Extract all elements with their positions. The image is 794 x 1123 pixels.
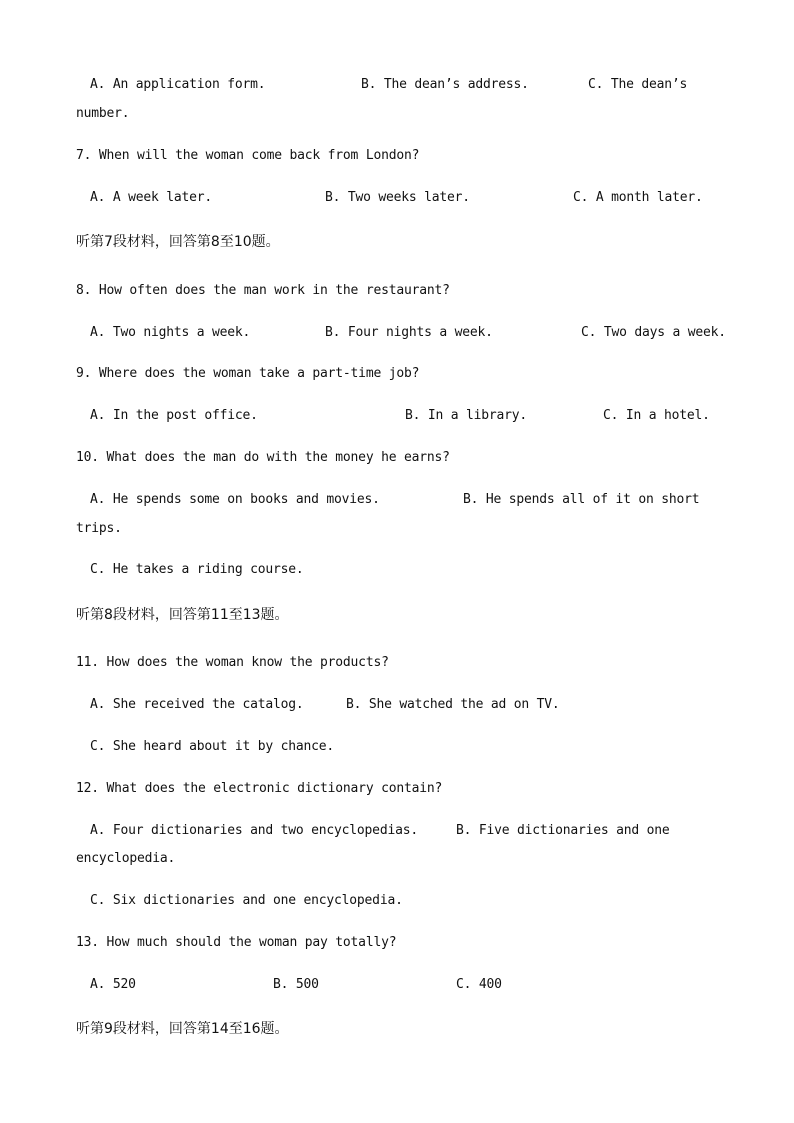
q12-option-c: C. Six dictionaries and one encyclopedia. bbox=[90, 893, 403, 908]
q7-question: 7. When will the woman come back from London? bbox=[76, 148, 420, 163]
q9-option-c: C. In a hotel. bbox=[603, 408, 710, 423]
q8-option-c: C. Two days a week. bbox=[581, 325, 726, 340]
q9-option-a: A. In the post office. bbox=[90, 408, 258, 423]
q7-option-a: A. A week later. bbox=[90, 190, 213, 205]
q12-option-a: A. Four dictionaries and two encyclopedias. bbox=[90, 823, 418, 838]
section-9-instruction: 听第9段材料，回答第14至16题。 bbox=[76, 1021, 289, 1037]
q9-question: 9. Where does the woman take a part-time job? bbox=[76, 366, 420, 381]
q7-option-b: B. Two weeks later. bbox=[325, 190, 470, 205]
q8-option-b: B. Four nights a week. bbox=[325, 325, 493, 340]
q6-option-c: C. The dean’s bbox=[588, 77, 688, 92]
section-7-instruction: 听第7段材料，回答第8至10题。 bbox=[76, 234, 280, 250]
q13-option-a: A. 520 bbox=[90, 977, 136, 992]
q6-option-c-continued: number. bbox=[76, 106, 130, 121]
q12-option-b: B. Five dictionaries and one bbox=[456, 823, 670, 838]
q10-option-a: A. He spends some on books and movies. bbox=[90, 492, 380, 507]
q13-option-b: B. 500 bbox=[273, 977, 319, 992]
q11-option-a: A. She received the catalog. bbox=[90, 697, 304, 712]
q13-option-c: C. 400 bbox=[456, 977, 502, 992]
q10-option-c: C. He takes a riding course. bbox=[90, 562, 304, 577]
q10-option-b: B. He spends all of it on short bbox=[463, 492, 700, 507]
q11-question: 11. How does the woman know the products? bbox=[76, 655, 389, 670]
q13-question: 13. How much should the woman pay totally? bbox=[76, 935, 397, 950]
section-8-instruction: 听第8段材料，回答第11至13题。 bbox=[76, 607, 289, 623]
q10-option-b-continued: trips. bbox=[76, 521, 122, 536]
q11-option-b: B. She watched the ad on TV. bbox=[346, 697, 560, 712]
q10-question: 10. What does the man do with the money he earns? bbox=[76, 450, 450, 465]
q8-question: 8. How often does the man work in the restaurant? bbox=[76, 283, 450, 298]
q11-option-c: C. She heard about it by chance. bbox=[90, 739, 335, 754]
q6-option-b: B. The dean’s address. bbox=[361, 77, 529, 92]
q12-option-b-continued: encyclopedia. bbox=[76, 851, 176, 866]
q8-option-a: A. Two nights a week. bbox=[90, 325, 251, 340]
q7-option-c: C. A month later. bbox=[573, 190, 703, 205]
q6-option-a: A. An application form. bbox=[90, 77, 266, 92]
q9-option-b: B. In a library. bbox=[405, 408, 528, 423]
q12-question: 12. What does the electronic dictionary contain? bbox=[76, 781, 443, 796]
